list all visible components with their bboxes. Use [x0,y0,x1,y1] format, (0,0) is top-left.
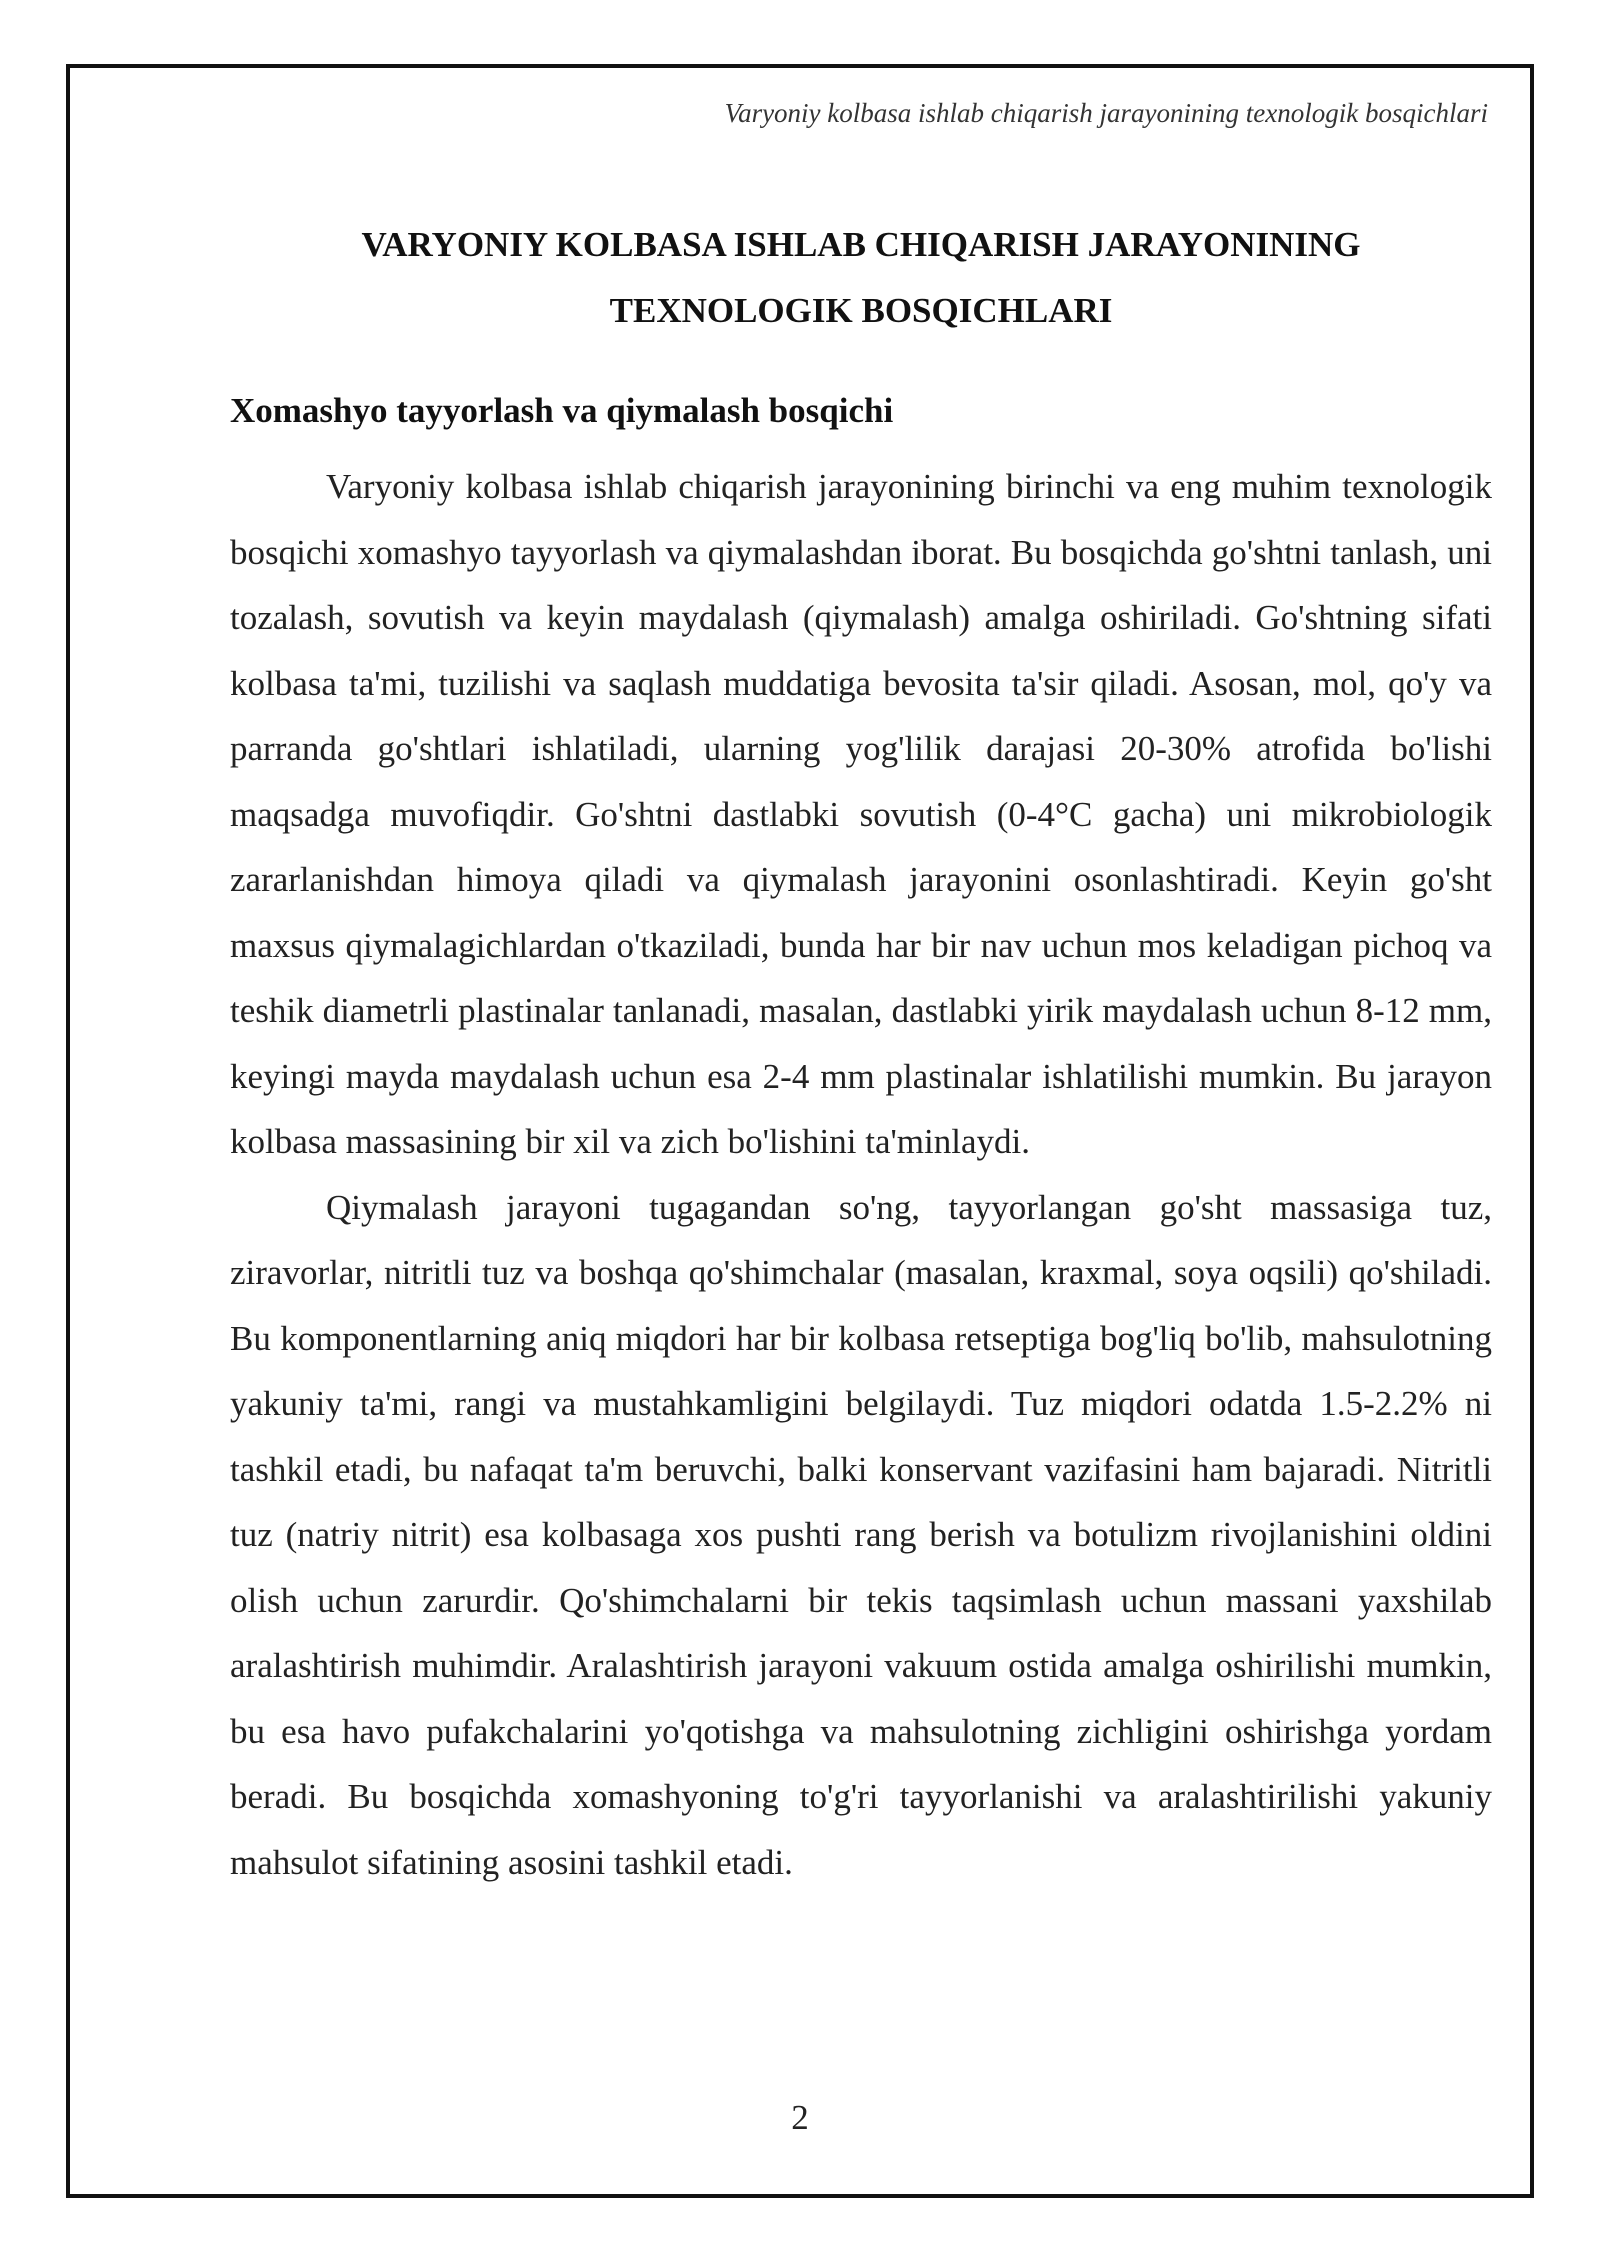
page-content [230,212,1492,1895]
running-header: Varyoniy kolbasa ishlab chiqarish jarayonining texnologik bosqichlari [724,98,1488,128]
section-heading: Xomashyo tayyorlash va qiymalash bosqichi [230,391,894,430]
body-paragraph-2: Qiymalash jarayoni tugagandan so'ng, tayyorlangan go'sht massasiga tuz, ziravorlar, nitritli tuz va boshqa qo'shimchalar (masalan, kraxmal, soya oqsili) qo'shiladi. Bu komponentlarning aniq miqdori har bir kolbasa retseptiga bog'liq bo'lib, mahsulotning yakuniy ta'mi, rangi va mustahkamligini belgilaydi. Tuz miqdori odatda 1.5-2.2% ni tashkil etadi, bu nafaqat ta'm beruvchi, balki konservant vazifasini ham bajaradi. Nitritli tuz (natriy nitrit) esa kolbasaga xos pushti rang berish va botulizm rivojlanishini oldini olish uchun zarurdir. Qo'shimchalarni bir tekis taqsimlash uchun massani yaxshilab aralashtirish muhimdir. Aralashtirish jarayoni vakuum ostida amalga oshirilishi mumkin, bu esa havo pufakchalarini yo'qotishga va mahsulotning zichligini oshirishga yordam beradi. Bu bosqichda xomashyoning to'g'ri tayyorlanishi va aralashtirilishi yakuniy mahsulot sifatining asosini tashkil etadi. [230,1187,1492,1882]
body-paragraph-1: Varyoniy kolbasa ishlab chiqarish jarayonining birinchi va eng muhim texnologik bosqichi xomashyo tayyorlash va qiymalashdan iborat. Bu bosqichda go'shtni tanlash, uni tozalash, sovutish va keyin maydalash (qiymalash) amalga oshiriladi. Go'shtning sifati kolbasa ta'mi, tuzilishi va saqlash muddatiga bevosita ta'sir qiladi. Asosan, mol, qo'y va parranda go'shtlari ishlatiladi, ularning yog'lilik darajasi 20-30% atrofida bo'lishi maqsadga muvofiqdir. Go'shtni dastlabki sovutish (0-4°C gacha) uni mikrobiologik zararlanishdan himoya qiladi va qiymalash jarayonini osonlashtiradi. Keyin go'sht maxsus qiymalagichlardan o'tkaziladi, bunda har bir nav uchun mos keladigan pichoq va teshik diametrli plastinalar tanlanadi, masalan, dastlabki yirik maydalash uchun 8-12 mm, keyingi mayda maydalash uchun esa 2-4 mm plastinalar ishlatilishi mumkin. Bu jarayon kolbasa massasining bir xil va zich bo'lishini ta'minlaydi. [230,467,1492,1161]
page-number: 2 [791,2098,809,2137]
document-title-line-1: VARYONIY KOLBASA ISHLAB CHIQARISH JARAYONINING [361,225,1361,264]
document-title [230,212,1492,344]
document-title-line-2: TEXNOLOGIK BOSQICHLARI [609,291,1113,330]
